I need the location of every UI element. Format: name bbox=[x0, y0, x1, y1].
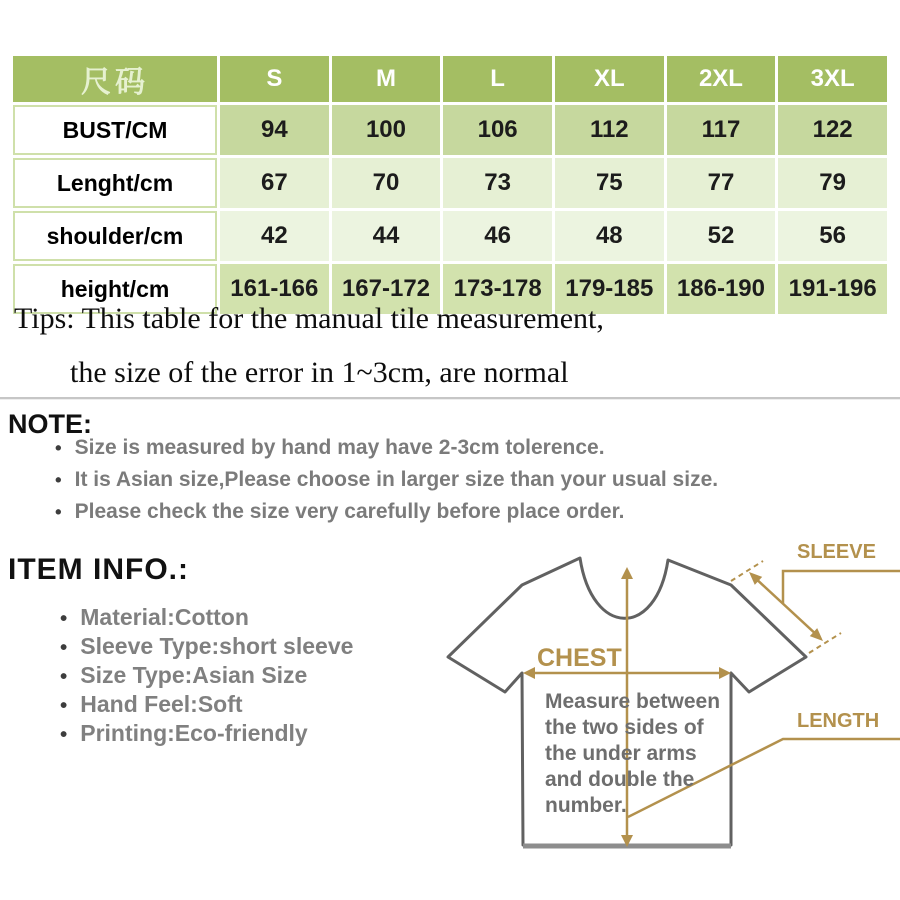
tips-line-1: Tips: This table for the manual tile measurement, bbox=[14, 302, 604, 335]
length-arrowhead-top bbox=[621, 567, 633, 579]
length-label: LENGTH bbox=[797, 710, 880, 732]
measure-note-line: the under arms bbox=[545, 742, 697, 765]
size-cell: 94 bbox=[220, 105, 329, 155]
measure-note-line: the two sides of bbox=[545, 716, 704, 739]
section-divider bbox=[0, 397, 900, 400]
tips-line-2: the size of the error in 1~3cm, are normal bbox=[70, 356, 569, 389]
sleeve-leader-line bbox=[783, 571, 900, 603]
item-info-list bbox=[60, 606, 353, 751]
note-item: • Please check the size very carefully before place order. bbox=[55, 501, 718, 523]
size-cell: 77 bbox=[667, 158, 776, 208]
size-col-s: S bbox=[220, 56, 329, 102]
size-col-3xl: 3XL bbox=[778, 56, 887, 102]
size-col-l: L bbox=[443, 56, 552, 102]
size-col-2xl: 2XL bbox=[667, 56, 776, 102]
item-info-item: • Hand Feel:Soft bbox=[60, 693, 353, 717]
size-col-m: M bbox=[332, 56, 441, 102]
measure-note-line: Measure between bbox=[545, 690, 721, 713]
measure-note-line: number. bbox=[545, 794, 627, 817]
size-cell: 191-196 bbox=[778, 264, 887, 314]
size-cell: 75 bbox=[555, 158, 664, 208]
chest-label: CHEST bbox=[537, 644, 622, 672]
size-cell: 100 bbox=[332, 105, 441, 155]
note-item: • Size is measured by hand may have 2-3cm tolerence. bbox=[55, 437, 718, 459]
size-cell: 173-178 bbox=[443, 264, 552, 314]
table-row-shoulder bbox=[13, 211, 887, 261]
size-cell: 179-185 bbox=[555, 264, 664, 314]
size-table-header-row bbox=[13, 56, 887, 102]
row-label-bust: BUST/CM bbox=[13, 105, 217, 155]
size-cell: 52 bbox=[667, 211, 776, 261]
size-cell: 48 bbox=[555, 211, 664, 261]
size-cell: 46 bbox=[443, 211, 552, 261]
measure-note-line: and double the bbox=[545, 768, 695, 791]
size-cell: 167-172 bbox=[332, 264, 441, 314]
size-cell: 161-166 bbox=[220, 264, 329, 314]
table-row-length bbox=[13, 158, 887, 208]
row-label-height: height/cm bbox=[13, 264, 217, 314]
size-cell: 122 bbox=[778, 105, 887, 155]
item-info-item: • Material:Cotton bbox=[60, 606, 353, 630]
item-info-item: • Printing:Eco-friendly bbox=[60, 722, 353, 746]
size-cell: 42 bbox=[220, 211, 329, 261]
row-label-shoulder: shoulder/cm bbox=[13, 211, 217, 261]
size-cell: 117 bbox=[667, 105, 776, 155]
note-heading: NOTE: bbox=[8, 409, 92, 439]
tshirt-measurement-diagram bbox=[440, 525, 900, 875]
size-cell: 106 bbox=[443, 105, 552, 155]
item-info-item: • Size Type:Asian Size bbox=[60, 664, 353, 688]
row-label-length: Lenght/cm bbox=[13, 158, 217, 208]
size-cell: 56 bbox=[778, 211, 887, 261]
size-cell: 44 bbox=[332, 211, 441, 261]
note-list bbox=[55, 437, 718, 533]
size-cell: 112 bbox=[555, 105, 664, 155]
size-cell: 73 bbox=[443, 158, 552, 208]
size-cell: 67 bbox=[220, 158, 329, 208]
item-info-item: • Sleeve Type:short sleeve bbox=[60, 635, 353, 659]
size-cell: 70 bbox=[332, 158, 441, 208]
size-col-xl: XL bbox=[555, 56, 664, 102]
size-chart-table bbox=[10, 53, 890, 317]
table-row-bust bbox=[13, 105, 887, 155]
size-cell: 186-190 bbox=[667, 264, 776, 314]
note-item: • It is Asian size,Please choose in larger size than your usual size. bbox=[55, 469, 718, 491]
size-cell: 79 bbox=[778, 158, 887, 208]
item-info-heading: ITEM INFO.: bbox=[8, 553, 189, 586]
sleeve-label: SLEEVE bbox=[797, 541, 876, 563]
size-header-cell: 尺码 bbox=[13, 56, 217, 102]
